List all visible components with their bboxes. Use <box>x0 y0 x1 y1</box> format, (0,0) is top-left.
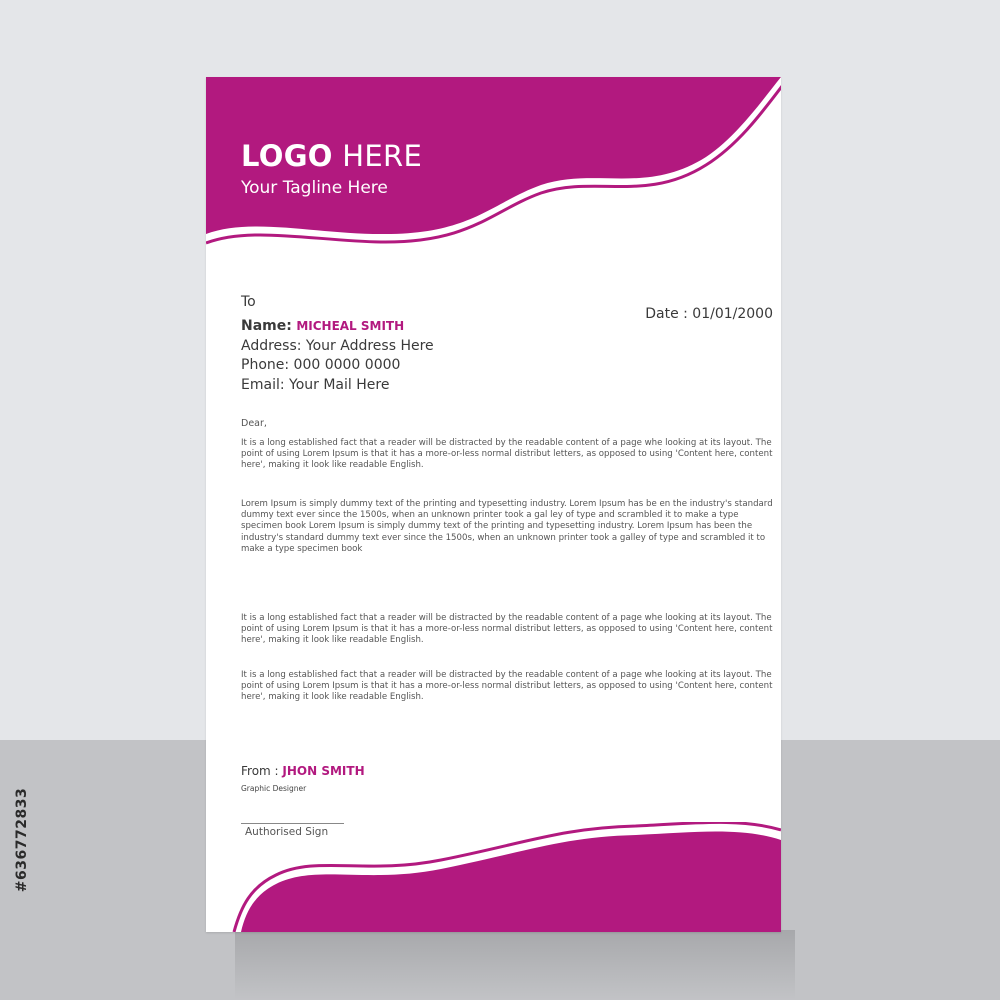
from-label: From : <box>241 764 279 778</box>
letterhead-sheet <box>206 77 781 932</box>
stock-id: #636772833 <box>14 787 30 893</box>
recipient-name: MICHEAL SMITH <box>296 319 405 333</box>
body-paragraph-1: It is a long established fact that a reader will be distracted by the readable content of a page whe looking at its layout. The point of using Lorem Ipsum is that it has a more-or-less normal distribut letters, as opposed to using 'Content here, content here', making it look like readable English. <box>241 438 773 471</box>
recipient-email: Email: Your Mail Here <box>241 376 390 393</box>
recipient-address: Address: Your Address Here <box>241 337 434 354</box>
body-paragraph-2: Lorem Ipsum is simply dummy text of the printing and typesetting industry. Lorem Ipsum has be en the industry's standard dummy text ever since the 1500s, when an unknown printer took a gal ley of type and scrambled it to make a type specimen book Lorem Ipsum is simply dummy text of the printing and typesetting industry. Lorem Ipsum has been the industry's standard dummy text ever since the 1500s, when an unknown printer took a galley of type and scrambled it to make a type specimen book <box>241 499 773 554</box>
letter-date: Date : 01/01/2000 <box>645 306 773 322</box>
tagline: Your Tagline Here <box>241 178 388 198</box>
from-line <box>241 764 365 778</box>
signature-label: Authorised Sign <box>245 826 329 838</box>
body-paragraph-4: It is a long established fact that a reader will be distracted by the readable content of a page whe looking at its layout. The point of using Lorem Ipsum is that it has a more-or-less normal distribut letters, as opposed to using 'Content here, content here', making it look like readable English. <box>241 670 773 703</box>
salutation: Dear, <box>241 418 267 429</box>
paper-shadow <box>235 930 795 1000</box>
logo-block <box>241 139 422 198</box>
name-label: Name: <box>241 318 292 334</box>
recipient-block <box>241 317 434 395</box>
recipient-phone: Phone: 000 0000 0000 <box>241 357 401 373</box>
logo: LOGO HERE <box>241 139 423 173</box>
body-paragraph-3: It is a long established fact that a reader will be distracted by the readable content of a page whe looking at its layout. The point of using Lorem Ipsum is that it has a more-or-less normal distribut letters, as opposed to using 'Content here, content here', making it look like readable English. <box>241 613 773 646</box>
sender-name: JHON SMITH <box>282 764 365 778</box>
footer-wave <box>206 822 781 932</box>
recipient-name-line <box>241 317 434 337</box>
to-label: To <box>241 294 256 310</box>
sender-role: Graphic Designer <box>241 784 307 793</box>
